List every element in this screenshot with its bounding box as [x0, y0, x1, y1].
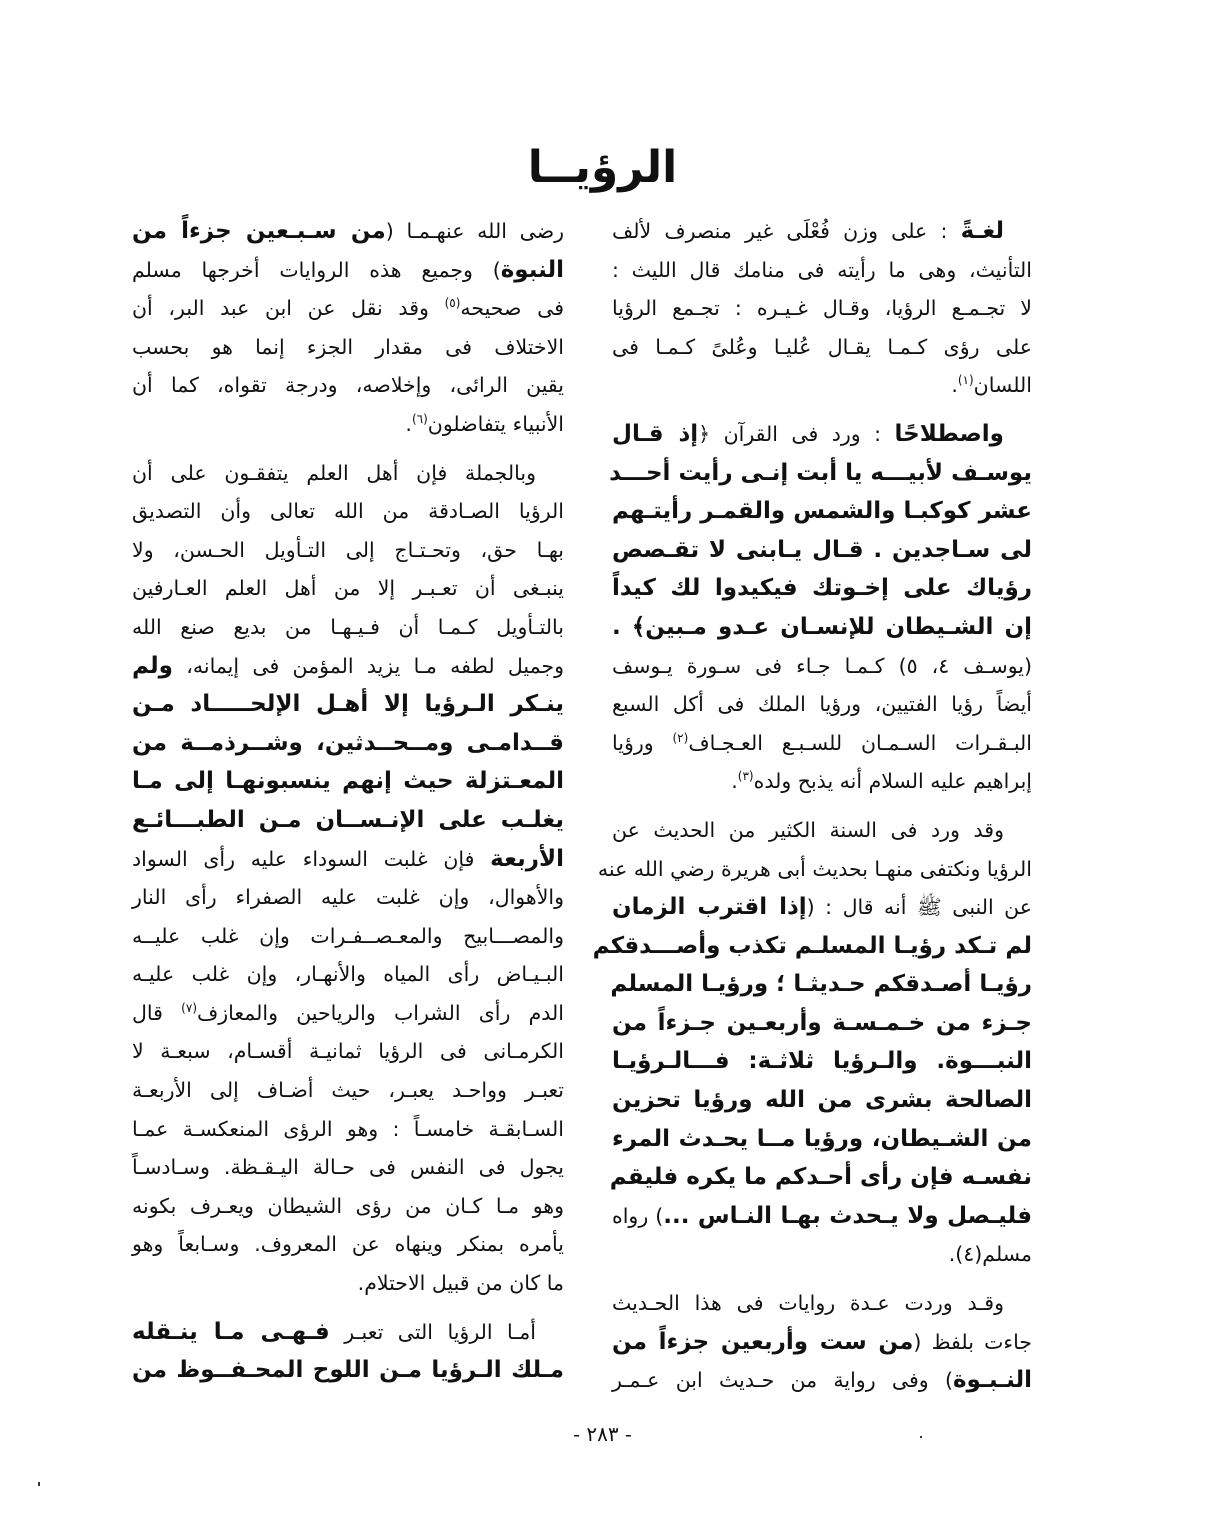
text-line [132, 289, 564, 328]
text-line [132, 955, 564, 994]
text-line [612, 531, 1032, 570]
text-run: عن النبى ﷺ أنه قال : ( [806, 895, 1032, 920]
text-run: تعبـر وواحـد يعبـر، حيث أضـاف إلى الأربعـة [132, 1078, 564, 1103]
text-run: ) وفى رواية من حـديث ابن عـمـر [612, 1368, 953, 1393]
text-run: : ورد فى القرآن ﴿ [698, 421, 895, 446]
text-run: نفسـه فإن رأى أحـدكم ما يكره فليقم [609, 1164, 1032, 1191]
text-run: ينـكر الـرؤيا إلا أهـل الإلحـــــاد مـن [132, 691, 564, 718]
text-line [132, 366, 564, 405]
text-run: ولم [132, 652, 173, 679]
footnote-ref: (٢) [672, 730, 689, 745]
text-run: رؤيـا أصـدقكم حـديثـا ؛ ورؤيـا المسلم [610, 971, 1032, 998]
text-line [132, 454, 564, 493]
text-run: وبالجملة فإن أهل العلم يتفقـون على أن [132, 460, 536, 485]
text-run: . [731, 769, 738, 794]
text-line [132, 1351, 564, 1390]
text-run: من ست وأربعين جزءاً من [612, 1328, 914, 1355]
text-line [132, 647, 564, 686]
text-run: وجميل لطفه مـا يزيد المؤمن فى إيمانه، [172, 653, 564, 678]
text-run: قــدامـى ومــحــدثين، وشــرذمــة من [132, 729, 564, 756]
text-run: الدم رأى الشراب والرياحين والمعازف [197, 1000, 564, 1025]
text-run: البـيـاض رأى المياه والأنهـار، وإن غلب عليـه [132, 962, 564, 987]
scan-speck [38, 1482, 40, 1486]
page-title: الرؤيــا [527, 142, 678, 193]
text-run: الرؤيا ونكتفى منهـا بحديث أبى هريرة رضي الله عنه [597, 856, 1032, 881]
footnote-ref: (٧) [181, 1001, 197, 1016]
text-run: ) وجميع هذه الروايات أخرجها مسلم [132, 257, 501, 282]
text-line [612, 569, 1032, 608]
text-run: أمـا الرؤيا التى تعبـر [329, 1319, 536, 1344]
text-line [612, 1042, 1032, 1081]
text-run: اللسان [973, 373, 1032, 398]
text-run: إذا اقترب الزمان [612, 894, 807, 921]
term-heading: واصطلاحًا [894, 420, 1004, 447]
text-run: الأربعة [490, 845, 564, 872]
text-run: الكرمـانى فى الرؤيا ثمانيـة أقسـام، سبعـة لا [132, 1039, 564, 1064]
text-line [132, 1032, 564, 1071]
text-line [612, 965, 1032, 1004]
text-line [612, 1361, 1032, 1400]
text-run: فـهـى مـا ينـقله [132, 1318, 330, 1345]
text-run: . [951, 373, 958, 398]
text-run: المعـتزلة حيث إنهم ينسبونهـا إلى مـا [132, 768, 564, 795]
text-line [132, 328, 564, 367]
text-run: السـابقـة خامسـاً : وهو الرؤى المنعكسـة عمـا [132, 1116, 564, 1141]
text-line [612, 1323, 1032, 1362]
text-line [612, 647, 1032, 686]
text-run: مسلم(٤). [948, 1242, 1032, 1267]
text-line [612, 1197, 1032, 1236]
text-run: ينبـغى أن تعـبـر إلا من أهل العلم العـارفين [132, 576, 564, 601]
text-line [612, 685, 1032, 724]
text-line [612, 1120, 1032, 1159]
right-column [592, 212, 1033, 1400]
text-run: النـبـوة [952, 1367, 1032, 1394]
text-line [612, 289, 1032, 328]
term-heading: لغـةً [960, 218, 1004, 244]
text-line [132, 1313, 564, 1352]
text-line [132, 917, 564, 956]
text-run: التأنيث، وهى ما رأيته فى منامك قال الليث : [612, 257, 1032, 282]
text-run: على رؤى كـمـا يقـال عُليـا وعُلىً كـمـا فى [612, 334, 1032, 359]
text-line [612, 251, 1032, 290]
text-line [612, 328, 1032, 367]
text-run: النبوة [500, 256, 564, 283]
text-run: والمصـــابيح والمعـصــفـرات وإن غلب عليــه [132, 923, 564, 948]
text-run: لا تجـمـع الرؤيا، وقـال غـيـره : تجـمع الرؤيا [612, 296, 1032, 321]
text-run: فإن غلبت السوداء عليه رأى السواد [132, 846, 491, 871]
text-run: الصالحة بشرى من الله ورؤيا تحزين [612, 1087, 1032, 1114]
footnote-ref: (٥) [444, 296, 461, 311]
text-line [597, 850, 1032, 889]
text-run: وقـد وردت عـدة روايات فى هذا الحـديث [612, 1291, 1004, 1316]
text-line [132, 1187, 564, 1226]
text-run: رضى الله عنهـمـا ( [385, 219, 564, 243]
text-run: وهو مـا كـان من رؤى الشيطان ويعـرف بكونه [132, 1193, 564, 1218]
text-run: إذ قـال [612, 420, 699, 447]
left-column [132, 212, 564, 1390]
text-run: يوسـف لأبيـــه يا أبت إنـى رأيت أحـــد [609, 459, 1032, 486]
text-run: إن الشـيطان للإنسـان عـدو مـبين﴾ . [612, 613, 1032, 640]
text-line [609, 1158, 1032, 1197]
text-run: فليـصل ولا يـحدث بهـا النـاس ... [663, 1202, 1033, 1229]
text-run: مـلك الـرؤيا مـن اللوح المحـفــوظ من [132, 1357, 564, 1384]
text-line [132, 212, 564, 251]
text-line [612, 762, 1032, 801]
text-line [132, 251, 564, 290]
text-run: النبـــوة. والـرؤيا ثلاثـة: فـــالـرؤيـا [612, 1048, 1032, 1075]
text-line [609, 454, 1032, 493]
text-line [612, 492, 1032, 531]
text-line [132, 492, 564, 531]
text-run: فى صحيحه [460, 296, 564, 321]
text-run: عشر كوكبـا والشمس والقمـر رأيتـهم [612, 498, 1032, 525]
text-run: يأمره بمنكر وينهاه عن المعروف. وسـابعاً وهو [132, 1232, 564, 1257]
page-number: - ٢٨٣ - [573, 1422, 632, 1446]
footnote-ref: (١) [957, 373, 974, 388]
text-line [612, 366, 1032, 405]
text-run: والأهوال، وإن غلبت عليه الصفراء رأى النار [132, 885, 564, 910]
text-run: وقد نقل عن ابن عبد البر، أن [132, 296, 445, 321]
text-line [592, 927, 1032, 966]
text-line [132, 1264, 564, 1303]
text-run: بهـا حق، وتحـتـاج إلى التـأويل الحـسن، ولا [132, 537, 564, 562]
text-line [612, 888, 1032, 927]
text-run: البـقـرات السـمـان للسـبـع العـجـاف [688, 730, 1032, 755]
text-line [132, 1110, 564, 1149]
text-run: من الشـيطان، ورؤيا مــا يحـدث المرء [612, 1125, 1032, 1152]
text-run: . [405, 411, 412, 436]
text-run: ورؤيا [612, 730, 673, 755]
text-run: لم تـكد رؤيـا المسلـم تكذب وأصـــدقكم [592, 932, 1032, 959]
text-line [132, 762, 564, 801]
text-run: ما كان من قبيل الاحتلام. [357, 1271, 564, 1296]
text-line [132, 569, 564, 608]
text-run: : على وزن فُعْلَى غير منصرف لألف [612, 219, 961, 243]
text-line [132, 840, 564, 879]
text-line [132, 685, 564, 724]
text-run: يغلـب على الإنـســان مـن الطبـــائـع [132, 806, 564, 833]
text-run: رؤياك على إخـوتك فيكيدوا لك كيداً [612, 575, 1032, 602]
text-line [132, 724, 564, 763]
text-run: الأنبياء يتفاضلون [427, 411, 564, 436]
text-line [612, 811, 1032, 850]
text-run: جاءت بلفظ ( [913, 1329, 1032, 1354]
text-run: يقين الرائى، وإخلاصه، ودرجة تقواه، كما أن [132, 373, 564, 398]
text-run: وقد ورد فى السنة الكثير من الحديث عن [612, 817, 1004, 842]
text-run: لى سـاجدين . قـال يـابنى لا تقـصص [612, 536, 1032, 563]
text-line [132, 878, 564, 917]
text-line [132, 1148, 564, 1187]
text-run: جـزء من خـمـسـة وأربعـين جـزءاً من [612, 1009, 1032, 1036]
text-run: الاختلاف فى مقدار الجزء إنما هو بحسب [132, 334, 564, 359]
text-line [132, 531, 564, 570]
scan-speck [920, 1436, 922, 1438]
text-line [612, 1235, 1032, 1274]
text-run: يجول فى النفس فى حـالة اليـقـظة. وسـادسـاً [132, 1155, 564, 1180]
text-line [132, 608, 564, 647]
text-line [612, 608, 1032, 647]
text-line [132, 994, 564, 1033]
text-line [612, 1004, 1032, 1043]
text-line [132, 1225, 564, 1264]
text-line [132, 801, 564, 840]
text-run: إبراهيم عليه السلام أنه يذبح ولده [753, 769, 1032, 794]
text-line [612, 415, 1032, 454]
text-run: ) رواه [612, 1203, 664, 1228]
text-line [612, 1081, 1032, 1120]
text-line [612, 1284, 1032, 1323]
text-line [612, 212, 1032, 251]
text-run: قال [132, 1000, 182, 1025]
text-line [132, 1071, 564, 1110]
text-run: من سـبـعين جزءاً من [132, 218, 386, 244]
text-line [132, 405, 564, 444]
text-run: (يوسـف ٤، ٥) كـمـا جـاء فى سـورة يـوسف [612, 653, 1032, 678]
text-run: الرؤيا الصـادقة من الله تعالى وأن التصديق [132, 499, 564, 524]
text-line [612, 724, 1032, 763]
footnote-ref: (٣) [737, 769, 754, 784]
footnote-ref: (٦) [411, 412, 428, 427]
text-run: بالتـأويل كـمـا أن فـيـهـا من بديع صنع الله [132, 614, 564, 639]
text-run: أيضاً رؤيا الفتيين، ورؤيا الملك فى أكل السبع [612, 692, 1032, 717]
